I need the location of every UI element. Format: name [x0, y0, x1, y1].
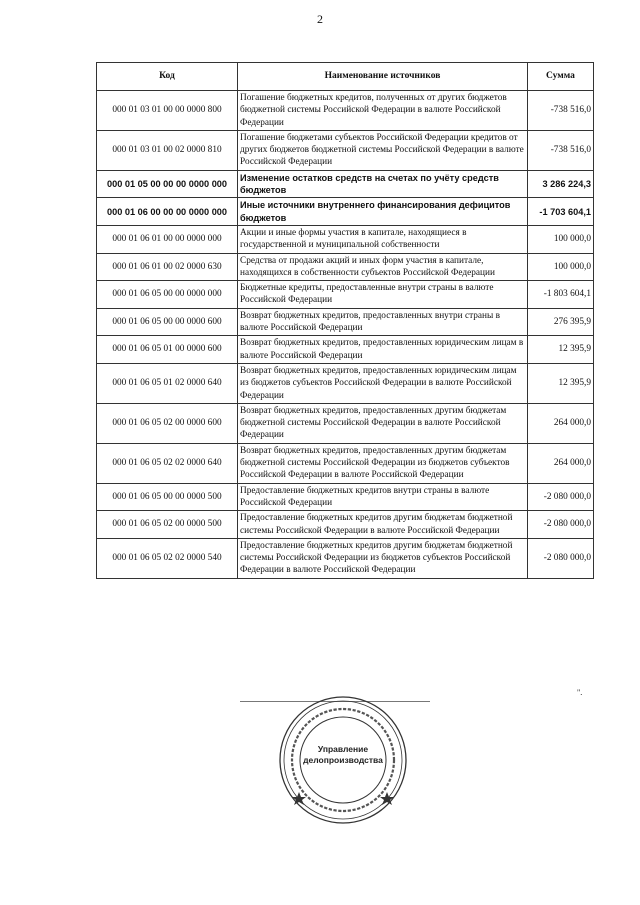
row-code: 000 01 06 05 01 02 0000 640 [97, 363, 238, 403]
header-name: Наименование источников [238, 63, 528, 91]
row-name: Акции и иные формы участия в капитале, находящиеся в государственной и муниципальной собственности [238, 225, 528, 253]
row-code: 000 01 06 00 00 00 0000 000 [97, 198, 238, 226]
sources-table [96, 62, 594, 579]
table-header-row [97, 63, 594, 91]
stamp-label [277, 744, 409, 766]
table-row [97, 511, 594, 539]
row-code: 000 01 06 05 00 00 0000 600 [97, 308, 238, 336]
table-row [97, 281, 594, 309]
row-name: Погашение бюджетами субъектов Российской Федерации кредитов от других бюджетов бюджетной системы Российской Федерации в валюте Российской Федерации [238, 130, 528, 170]
row-name: Погашение бюджетных кредитов, полученных от других бюджетов бюджетной системы Российской Федерации в валюте Российской Федерации [238, 91, 528, 131]
row-code: 000 01 06 01 00 02 0000 630 [97, 253, 238, 281]
row-sum: 264 000,0 [528, 403, 594, 443]
table-row [97, 443, 594, 483]
table-row [97, 363, 594, 403]
row-name: Изменение остатков средств на счетах по учёту средств бюджетов [238, 170, 528, 198]
row-code: 000 01 06 05 02 00 0000 600 [97, 403, 238, 443]
table-row [97, 198, 594, 226]
row-sum: -2 080 000,0 [528, 538, 594, 578]
row-sum: -738 516,0 [528, 91, 594, 131]
row-sum: -2 080 000,0 [528, 511, 594, 539]
row-code: 000 01 06 05 00 00 0000 000 [97, 281, 238, 309]
row-code: 000 01 06 05 02 02 0000 540 [97, 538, 238, 578]
page-number: 2 [317, 12, 323, 26]
row-code: 000 01 03 01 00 02 0000 810 [97, 130, 238, 170]
row-code: 000 01 06 01 00 00 0000 000 [97, 225, 238, 253]
row-name: Бюджетные кредиты, предоставленные внутри страны в валюте Российской Федерации [238, 281, 528, 309]
table-row [97, 130, 594, 170]
row-sum: 264 000,0 [528, 443, 594, 483]
row-name: Возврат бюджетных кредитов, предоставленных юридическим лицам в валюте Российской Федерации [238, 336, 528, 364]
row-code: 000 01 06 05 01 00 0000 600 [97, 336, 238, 364]
row-name: Возврат бюджетных кредитов, предоставленных юридическим лицам из бюджетов субъектов Российской Федерации в валюте Российской Федерации [238, 363, 528, 403]
row-code: 000 01 06 05 02 02 0000 640 [97, 443, 238, 483]
row-sum: -1 703 604,1 [528, 198, 594, 226]
row-sum: 100 000,0 [528, 225, 594, 253]
row-name: Предоставление бюджетных кредитов другим бюджетам бюджетной системы Российской Федерации из бюджетов субъектов Российской Федерации в валюте Российской Федерации [238, 538, 528, 578]
table-row [97, 91, 594, 131]
header-sum: Сумма [528, 63, 594, 91]
table-row [97, 336, 594, 364]
table-row [97, 403, 594, 443]
table-row [97, 170, 594, 198]
row-name: Возврат бюджетных кредитов, предоставленных другим бюджетам бюджетной системы Российской Федерации в валюте Российской Федерации [238, 403, 528, 443]
header-code: Код [97, 63, 238, 91]
row-name: Возврат бюджетных кредитов, предоставленных внутри страны в валюте Российской Федерации [238, 308, 528, 336]
row-name: Средства от продажи акций и иных форм участия в капитале, находящихся в собственности субъектов Российской Федерации [238, 253, 528, 281]
closing-quote: ". [577, 688, 583, 697]
row-sum: 100 000,0 [528, 253, 594, 281]
row-name: Предоставление бюджетных кредитов другим бюджетам бюджетной системы Российской Федерации в валюте Российской Федерации [238, 511, 528, 539]
table-row [97, 483, 594, 511]
table-body [97, 91, 594, 579]
row-code: 000 01 03 01 00 00 0000 800 [97, 91, 238, 131]
row-sum: -2 080 000,0 [528, 483, 594, 511]
table-row [97, 225, 594, 253]
stamp-label-line2: делопроизводства [303, 755, 383, 765]
row-sum: 276 395,9 [528, 308, 594, 336]
table-row [97, 308, 594, 336]
row-code: 000 01 06 05 00 00 0000 500 [97, 483, 238, 511]
row-sum: 12 395,9 [528, 363, 594, 403]
row-code: 000 01 05 00 00 00 0000 000 [97, 170, 238, 198]
row-name: Возврат бюджетных кредитов, предоставленных другим бюджетам бюджетной системы Российской Федерации из бюджетов субъектов Российской Федерации в валюте Российской Федерации [238, 443, 528, 483]
row-sum: -738 516,0 [528, 130, 594, 170]
row-code: 000 01 06 05 02 00 0000 500 [97, 511, 238, 539]
stamp-label-line1: Управление [317, 744, 369, 754]
row-sum: 12 395,9 [528, 336, 594, 364]
row-name: Предоставление бюджетных кредитов внутри страны в валюте Российской Федерации [238, 483, 528, 511]
row-sum: -1 803 604,1 [528, 281, 594, 309]
row-sum: 3 286 224,3 [528, 170, 594, 198]
table-row [97, 253, 594, 281]
row-name: Иные источники внутреннего финансирования дефицитов бюджетов [238, 198, 528, 226]
table-row [97, 538, 594, 578]
